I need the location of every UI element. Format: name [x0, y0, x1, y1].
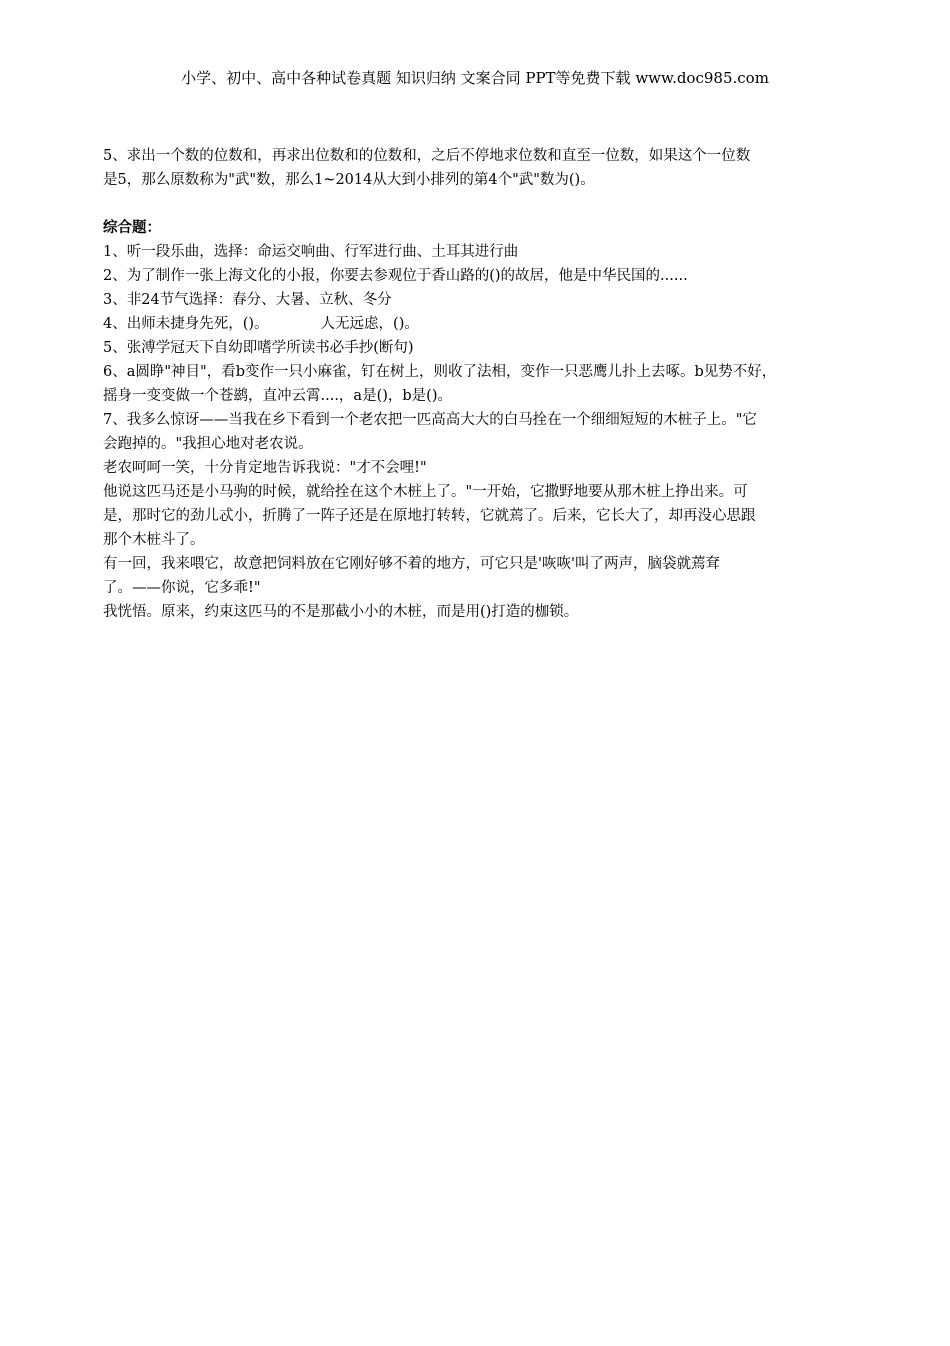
item-4-part-b: 人无远虑，()。: [320, 316, 419, 332]
item-6-line-1: 6、a圆睁"神目"，看b变作一只小麻雀，钉在树上，则收了法相，变作一只恶鹰儿扑上去啄。b见势不好，: [103, 364, 777, 380]
item-1: 1、听一段乐曲，选择：命运交响曲、行军进行曲、土耳其进行曲: [103, 244, 519, 260]
item-7-line-5: 是，那时它的劲儿忒小，折腾了一阵子还是在原地打转转，它就蔫了。后来，它长大了，却再没心思跟: [103, 508, 756, 524]
item-4-part-a: 4、出师未捷身先死，()。: [103, 316, 269, 332]
question-5-line-2: 是5，那么原数称为"武"数，那么1~2014从大到小排列的第4个"武"数为()。: [103, 172, 595, 188]
question-5-line-1: 5、求出一个数的位数和，再求出位数和的位数和，之后不停地求位数和直至一位数，如果这个一位数: [103, 148, 751, 164]
item-7-line-3: 老农呵呵一笑，十分肯定地告诉我说："才不会哩!": [103, 460, 427, 476]
item-7-line-6: 那个木桩斗了。: [103, 532, 205, 548]
item-2: 2、为了制作一张上海文化的小报，你要去参观位于香山路的()的故居，他是中华民国的......: [103, 268, 688, 284]
item-7-line-4: 他说这匹马还是小马驹的时候，就给拴在这个木桩上了。"一开始，它撒野地要从那木桩上挣出来。可: [103, 484, 748, 500]
page-header: 小学、初中、高中各种试卷真题 知识归纳 文案合同 PPT等免费下载 www.doc985.com: [181, 69, 769, 87]
item-7-line-8: 了。——你说，它多乖!": [103, 580, 261, 596]
item-7-line-2: 会跑掉的。"我担心地对老农说。: [103, 436, 313, 452]
paragraph-gap: [103, 192, 873, 216]
item-6-line-2: 摇身一变变做一个苍鹚，直冲云霄....，a是()，b是()。: [103, 388, 452, 404]
item-7-line-7: 有一回，我来喂它，故意把饲料放在它刚好够不着的地方，可它只是'咴咴'叫了两声，脑袋就蔫耷: [103, 556, 720, 572]
item-4: [103, 312, 873, 336]
item-7-line-1: 7、我多么惊讶——当我在乡下看到一个老农把一匹高高大大的白马拴在一个细细短短的木桩子上。"它: [103, 412, 757, 428]
section-title: 综合题：: [103, 219, 161, 236]
item-7-line-9: 我恍悟。原来，约束这匹马的不是那截小小的木桩，而是用()打造的枷锁。: [103, 604, 579, 620]
item-5: 5、张溥学冠天下自幼即嗜学所读书必手抄(断句): [103, 340, 414, 356]
document-body: [103, 144, 873, 624]
item-3: 3、非24节气选择：春分、大暑、立秋、冬分: [103, 292, 392, 308]
